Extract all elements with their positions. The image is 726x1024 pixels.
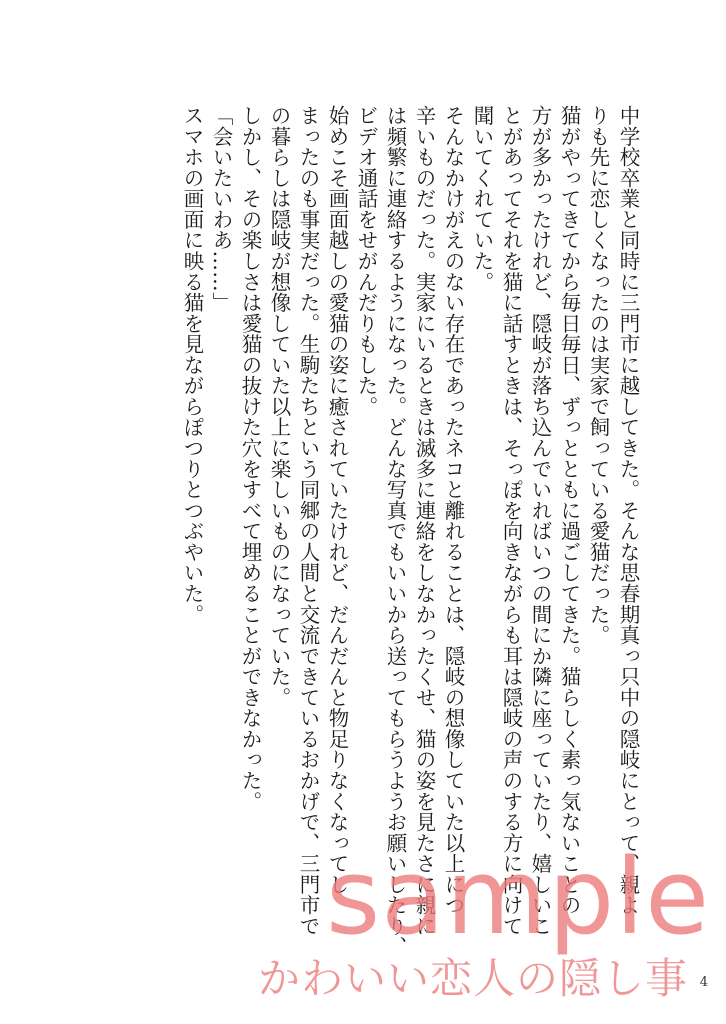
text-column: 「会いたいわあ……」: [209, 105, 233, 313]
text-column: の暮らしは隠岐が想像していた以上に楽しいものになっていた。: [267, 105, 291, 708]
text-column: そんなかけがえのない存在であったネコと離れることは、隠岐の想像していた以上につ: [441, 105, 465, 916]
text-column: 始めこそ画面越しの愛猫の姿に癒されていたけれど、だんだんと物足りなくなってし: [325, 105, 349, 895]
text-column: りも先に恋しくなったのは実家で飼っている愛猫だった。: [586, 105, 610, 646]
text-column: は頻繁に連絡するようになった。どんな写真でもいいから送ってもらうようお願いしたり、: [383, 105, 407, 957]
text-column: まったのも事実だった。生駒たちという同郷の人間と交流できているおかげで、三門市で: [296, 105, 320, 937]
text-column: スマホの画面に映る猫を見ながらぽつりとつぶやいた。: [180, 105, 204, 625]
text-column: 中学校卒業と同時に三門市に越してきた。そんな思春期真っ只中の隠岐にとって、親よ: [616, 105, 640, 916]
text-column: しかし、その楽しさは愛猫の抜けた穴をすべて埋めることができなかった。: [238, 105, 262, 812]
text-column: 辛いものだった。実家にいるときは滅多に連絡をしなかったくせ、猫の姿を見たさに親に: [412, 105, 436, 937]
text-column: 方が多かったけれど、隠岐が落ち込んでいればいつの間にか隣に座っていたり、嬉しいこ: [528, 105, 552, 937]
watermark-subtitle: かわいい恋人の隠し事: [258, 954, 689, 1003]
text-column: 聞いてくれていた。: [470, 105, 494, 293]
page-number: 4: [699, 975, 708, 990]
sample-watermark: sample: [326, 836, 711, 958]
text-column: 猫がやってきてから毎日毎日、ずっとともに過ごしてきた。猫らしく素っ気ないことの: [557, 105, 581, 916]
text-column: とがあってそれを猫に話すときは、そっぽを向きながらも耳は隠岐の声のする方に向けて: [499, 105, 523, 937]
text-column: ビデオ通話をせがんだりもした。: [354, 105, 378, 417]
